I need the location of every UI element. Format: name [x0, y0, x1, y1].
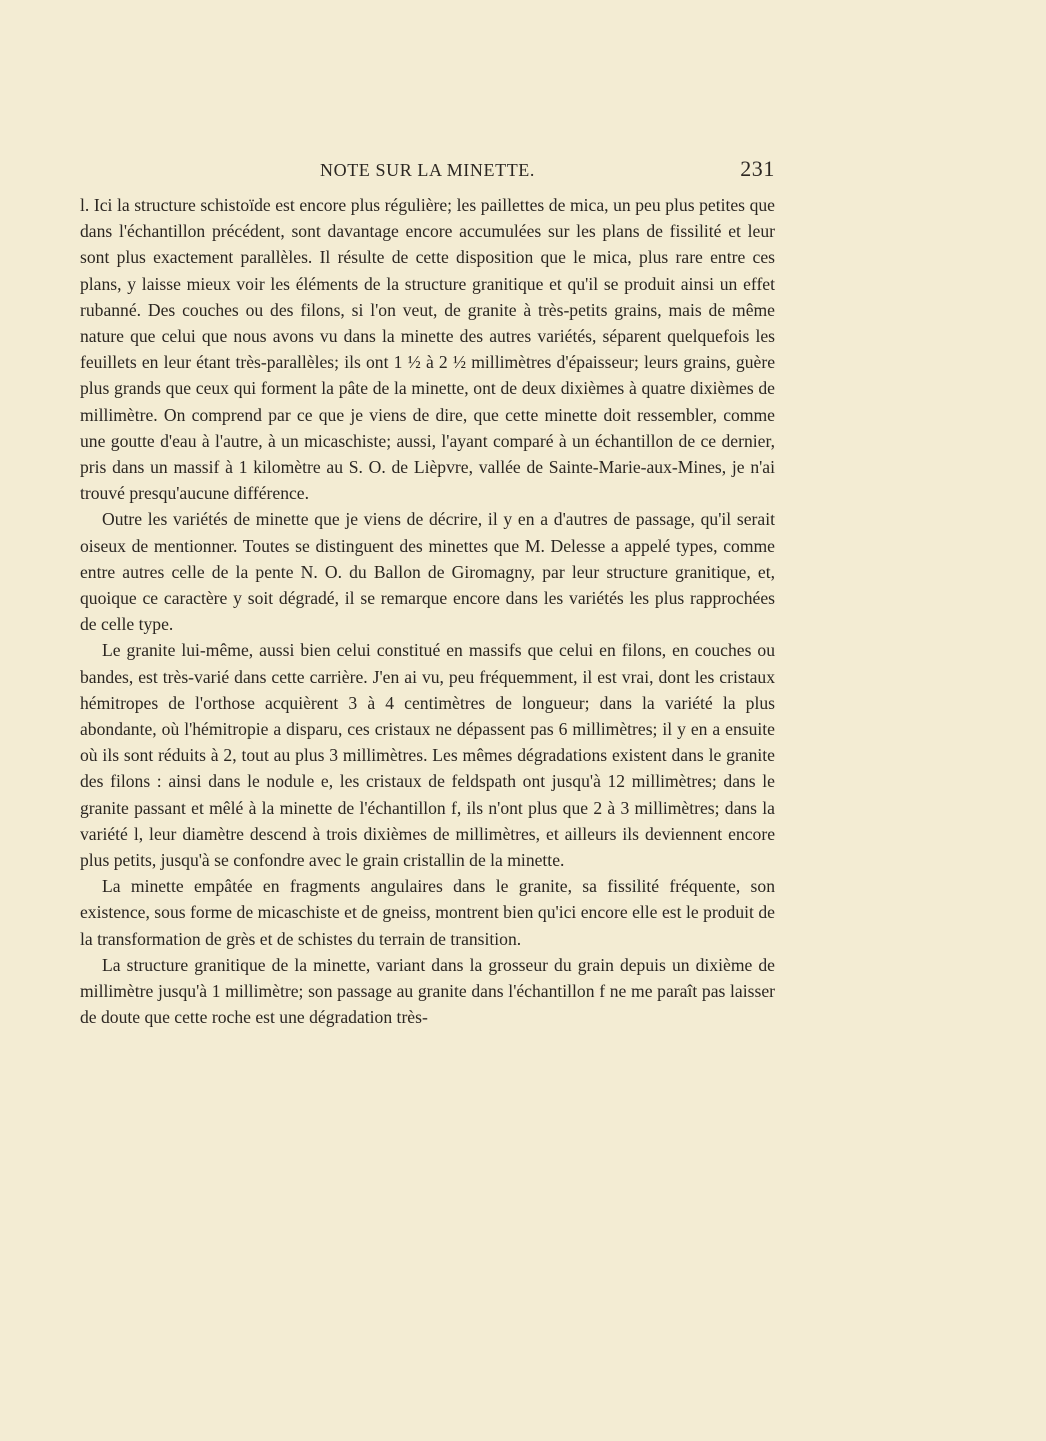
paragraph-5: La structure granitique de la minette, variant dans la grosseur du grain depuis un dixième de millimètre jusqu'à 1 millimètre; son passage au granite dans l'échantillon f ne me paraît pas laisser de doute que cette roche est une dégradation très-: [80, 954, 775, 1028]
body-text: [80, 192, 775, 1031]
document-page: [80, 150, 775, 1031]
paragraph-2: Outre les variétés de minette que je viens de décrire, il y en a d'autres de passage, qu'il serait oiseux de mentionner. Toutes se distinguent des minettes que M. Delesse a appelé types, comme entre autres celle de la pente N. O. du Ballon de Giromagny, par leur structure granitique, et, quoique ce caractère y soit dégradé, il se remarque encore dans les variétés les plus rapprochées de celle type.: [80, 509, 775, 635]
page-header: [80, 150, 775, 190]
paragraph-1: l. Ici la structure schistoïde est encore plus régulière; les paillettes de mica, un peu plus petites que dans l'échantillon précédent, sont davantage encore accumulées sur les plans de fissilité et leur sont plus exactement parallèles. Il résulte de cette disposition que le mica, plus rare entre ces plans, y laisse mieux voir les éléments de la structure granitique et qu'il se produit ainsi un effet rubanné. Des couches ou des filons, si l'on veut, de granite à très-petits grains, mais de même nature que celui que nous avons vu dans la minette des autres variétés, séparent quelquefois les feuillets en leur étant très-parallèles; ils ont 1 ½ à 2 ½ millimètres d'épaisseur; leurs grains, guère plus grands que ceux qui forment la pâte de la minette, ont de deux dixièmes à quatre dixièmes de millimètre. On comprend par ce que je viens de dire, que cette minette doit ressembler, comme une goutte d'eau à l'autre, à un micaschiste; aussi, l'ayant comparé à un échantillon de ce dernier, pris dans un massif à 1 kilomètre au S. O. de Lièpvre, vallée de Sainte-Marie-aux-Mines, je n'ai trouvé presqu'aucune différence.: [80, 195, 775, 504]
page-number: 231: [740, 156, 775, 181]
running-title: NOTE SUR LA MINETTE.: [320, 160, 535, 180]
paragraph-3: Le granite lui-même, aussi bien celui constitué en massifs que celui en filons, en couches ou bandes, est très-varié dans cette carrière. J'en ai vu, peu fréquemment, il est vrai, dont les cristaux hémitropes de l'orthose acquièrent 3 à 4 centimètres de longueur; dans la variété la plus abondante, où l'hémitropie a disparu, ces cristaux ne dépassent pas 6 millimètres; il y en a ensuite où ils sont réduits à 2, tout au plus 3 millimètres. Les mêmes dégradations existent dans le granite des filons : ainsi dans le nodule e, les cristaux de feldspath ont jusqu'à 12 millimètres; dans le granite passant et mêlé à la minette de l'échantillon f, ils n'ont plus que 2 à 3 millimètres; dans la variété l, leur diamètre descend à trois dixièmes de millimètres, et ailleurs ils deviennent encore plus petits, jusqu'à se confondre avec le grain cristallin de la minette.: [80, 640, 775, 871]
paragraph-4: La minette empâtée en fragments angulaires dans le granite, sa fissilité fréquente, son existence, sous forme de micaschiste et de gneiss, montrent bien qu'ici encore elle est le produit de la transformation de grès et de schistes du terrain de transition.: [80, 876, 775, 949]
